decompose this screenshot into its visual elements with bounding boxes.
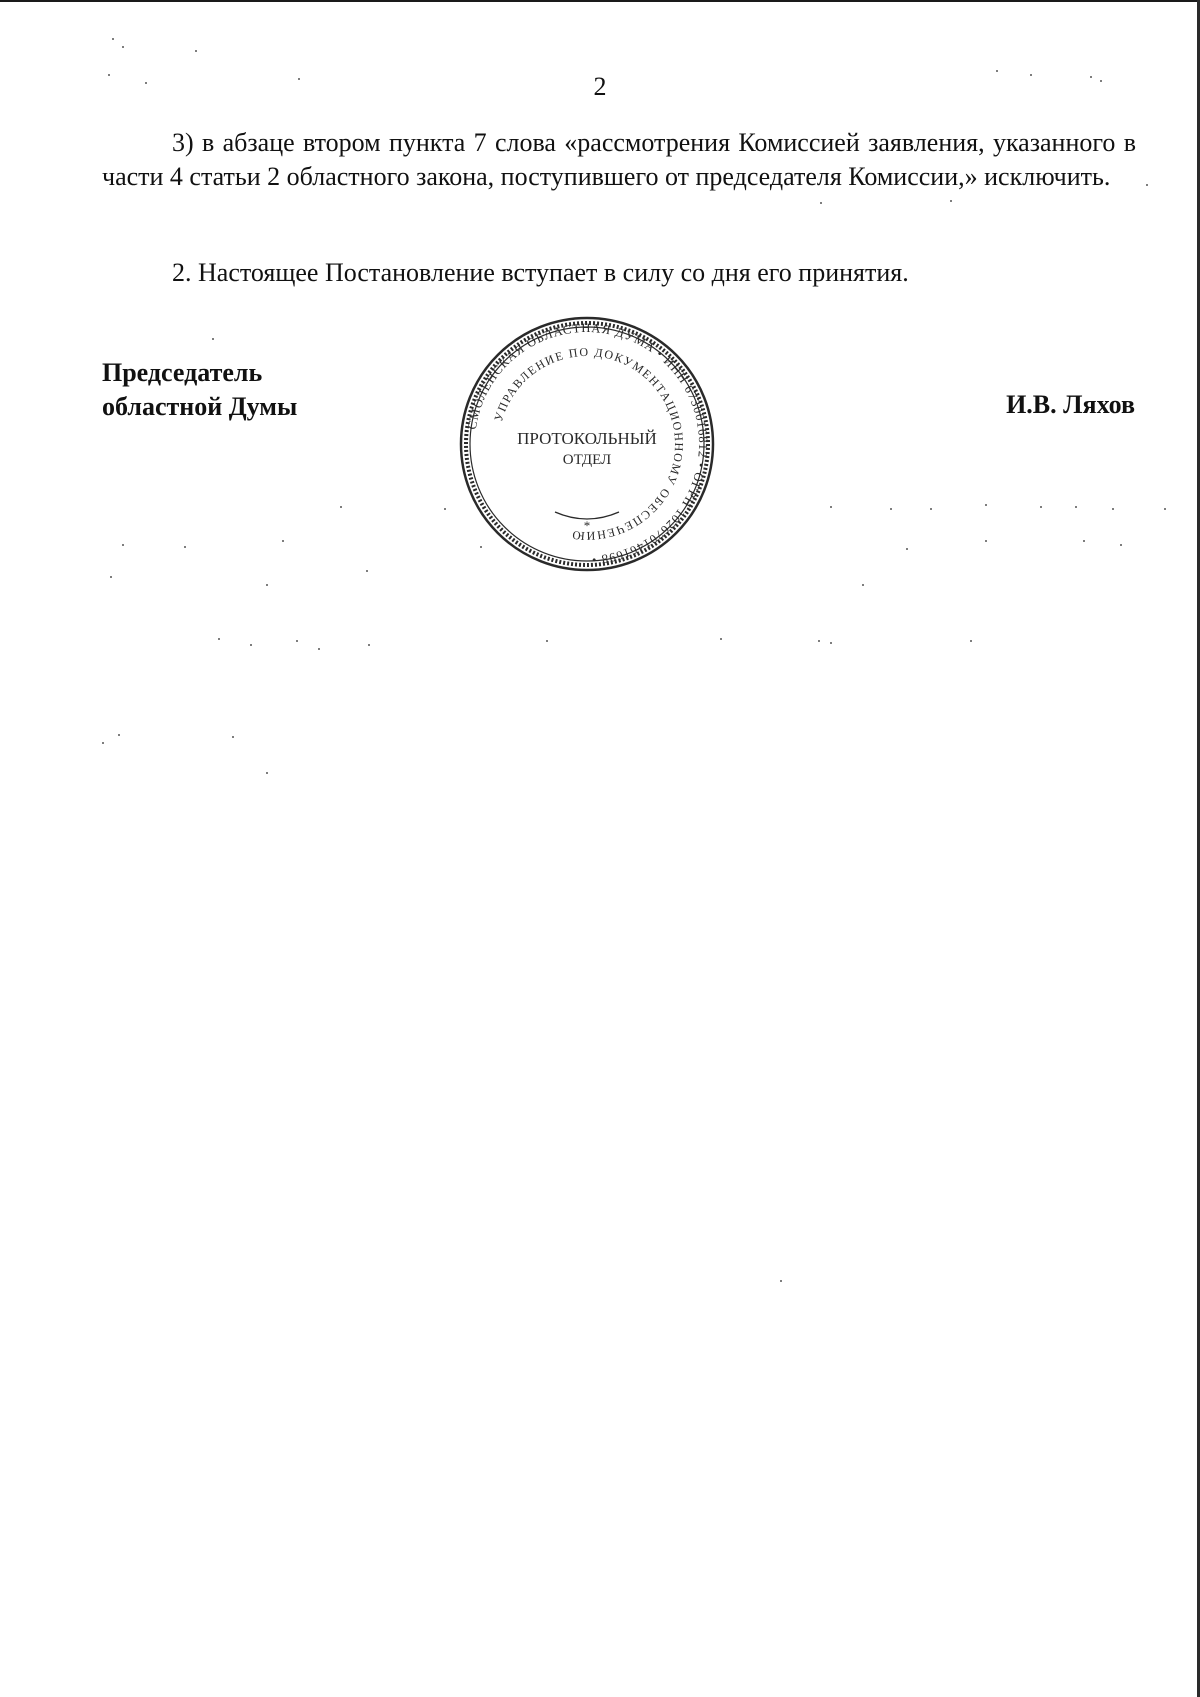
scan-noise — [122, 544, 124, 546]
signer-title-line-1: Председатель — [102, 358, 263, 387]
scan-noise — [906, 548, 908, 550]
signer-name: И.В. Ляхов — [1006, 390, 1135, 419]
scan-noise — [298, 78, 300, 80]
scan-noise — [145, 82, 147, 84]
scan-noise — [1090, 76, 1092, 78]
scan-top-edge — [0, 0, 1200, 2]
scan-noise — [480, 546, 482, 548]
scan-noise — [1112, 508, 1114, 510]
scan-noise — [112, 38, 114, 40]
paragraph-amendment-3: 3) в абзаце втором пункта 7 слова «рассмотрения Комиссией заявления, указанного в части 4 статьи 2 областного закона, поступившего от председателя Комиссии,» исключить. — [102, 128, 1136, 191]
seal-inner-text: УПРАВЛЕНИЕ ПО ДОКУМЕНТАЦИОННОМУ ОБЕСПЕЧЕНИЮ — [491, 344, 687, 544]
scan-noise — [930, 508, 932, 510]
scan-noise — [985, 540, 987, 542]
scan-noise — [368, 644, 370, 646]
scan-noise — [250, 644, 252, 646]
scan-noise — [1040, 506, 1042, 508]
scan-noise — [444, 508, 446, 510]
scan-noise — [340, 506, 342, 508]
scan-noise — [108, 74, 110, 76]
scan-noise — [184, 546, 186, 548]
page-number: 2 — [593, 72, 607, 101]
scan-noise — [212, 338, 214, 340]
scan-noise — [110, 576, 112, 578]
scan-noise — [1083, 540, 1085, 542]
scan-noise — [950, 200, 952, 202]
scan-noise — [218, 638, 220, 640]
scan-noise — [820, 202, 822, 204]
scan-noise — [366, 570, 368, 572]
scan-noise — [985, 504, 987, 506]
scan-noise — [266, 772, 268, 774]
scan-noise — [118, 734, 120, 736]
scan-noise — [1100, 80, 1102, 82]
scan-noise — [720, 638, 722, 640]
scan-noise — [1120, 544, 1122, 546]
seal-star-icon: * — [583, 518, 591, 533]
scan-noise — [862, 584, 864, 586]
seal-outer-text: СМОЛЕНСКАЯ ОБЛАСТНАЯ ДУМА • ИНН 6730016812 • ОГРН 1026701461698 • — [464, 320, 711, 567]
official-seal-stamp — [458, 316, 716, 572]
scan-noise — [830, 642, 832, 644]
scan-noise — [996, 70, 998, 72]
scan-noise — [1075, 506, 1077, 508]
scan-noise — [102, 742, 104, 744]
scan-noise — [780, 1280, 782, 1282]
scan-noise — [195, 50, 197, 52]
scan-noise — [282, 540, 284, 542]
signer-title — [102, 356, 297, 424]
scan-noise — [1146, 184, 1148, 186]
scan-noise — [890, 508, 892, 510]
scan-noise — [266, 584, 268, 586]
scan-noise — [1030, 74, 1032, 76]
paragraph-effective-date: 2. Настоящее Постановление вступает в силу со дня его принятия. — [172, 258, 909, 287]
seal-center-line-2: ОТДЕЛ — [562, 452, 612, 468]
seal-center-line-1: ПРОТОКОЛЬНЫЙ — [517, 429, 657, 448]
scan-noise — [296, 640, 298, 642]
scan-noise — [546, 640, 548, 642]
scan-noise — [818, 640, 820, 642]
signer-title-line-2: областной Думы — [102, 392, 298, 421]
scan-noise — [1164, 508, 1166, 510]
scan-noise — [318, 648, 320, 650]
scan-noise — [830, 506, 832, 508]
scan-noise — [970, 640, 972, 642]
scan-noise — [122, 46, 124, 48]
scan-noise — [232, 736, 234, 738]
